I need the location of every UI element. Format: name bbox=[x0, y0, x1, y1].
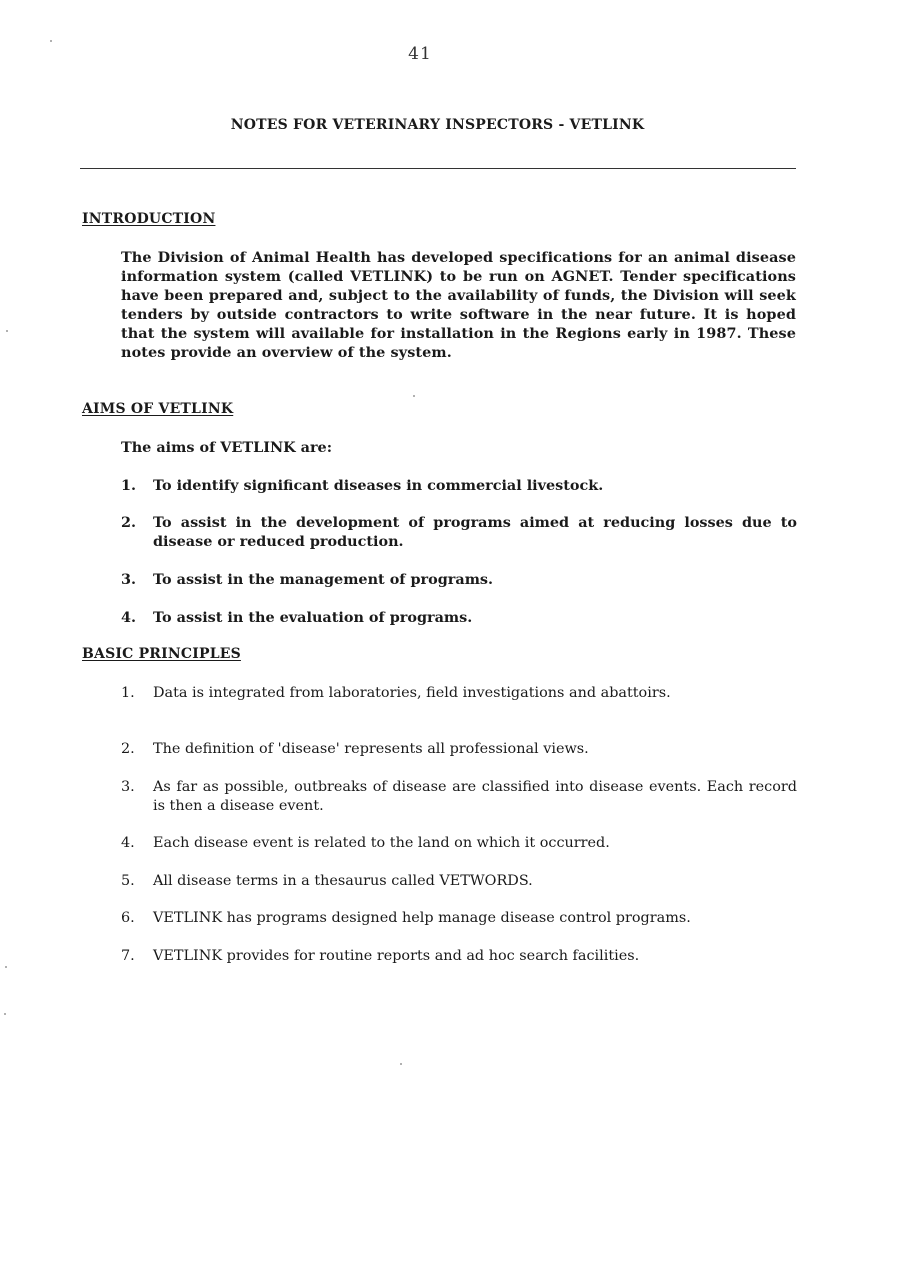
list-item-text: As far as possible, outbreaks of disease are classified into disease events. Each record is then a disease event. bbox=[153, 779, 797, 814]
list-item-text: The definition of 'disease' represents all professional views. bbox=[153, 741, 589, 757]
list-item-number: 7. bbox=[121, 948, 135, 964]
list-item-number: 3. bbox=[121, 571, 137, 588]
aims-heading: AIMS OF VETLINK bbox=[82, 401, 234, 417]
page-number: 41 bbox=[408, 44, 432, 64]
principles-list-item bbox=[121, 909, 797, 928]
aims-list-item bbox=[121, 570, 797, 589]
list-item-number: 2. bbox=[121, 741, 135, 757]
title-divider bbox=[80, 168, 796, 169]
list-item-number: 4. bbox=[121, 835, 135, 851]
list-item-number: 1. bbox=[121, 477, 137, 494]
principles-list-item bbox=[121, 947, 797, 966]
list-item-number: 6. bbox=[121, 910, 135, 926]
list-item-text: To identify significant diseases in commercial livestock. bbox=[153, 477, 604, 494]
list-item-text: To assist in the management of programs. bbox=[153, 571, 494, 588]
principles-list-item bbox=[121, 684, 797, 703]
aims-lead-text: The aims of VETLINK are: bbox=[121, 439, 333, 456]
list-item-number: 5. bbox=[121, 873, 135, 889]
list-item-text: To assist in the development of programs aimed at reducing losses due to disease or reduced production. bbox=[153, 514, 797, 550]
list-item-text: To assist in the evaluation of programs. bbox=[153, 609, 473, 626]
aims-list-item bbox=[121, 608, 797, 627]
scan-speck bbox=[50, 40, 52, 42]
scan-speck bbox=[413, 395, 415, 397]
scan-speck bbox=[6, 330, 8, 332]
principles-list-item bbox=[121, 872, 797, 891]
principles-list-item bbox=[121, 834, 797, 853]
principles-heading: BASIC PRINCIPLES bbox=[82, 646, 241, 662]
scan-speck bbox=[4, 1013, 6, 1015]
introduction-paragraph: The Division of Animal Health has developed specifications for an animal disease information system (called VETLINK) to be run on AGNET. Tender specifications have been prepared and, subject to the availability of funds, the Division will seek tenders by outside contractors to write software in the near future. It is hoped that the system will available for installation in the Regions early in 1987. These notes provide an overview of the system. bbox=[121, 249, 796, 361]
list-item-text: Data is integrated from laboratories, field investigations and abattoirs. bbox=[153, 685, 671, 701]
aims-list-item bbox=[121, 513, 797, 551]
list-item-number: 1. bbox=[121, 685, 135, 701]
list-item-text: All disease terms in a thesaurus called VETWORDS. bbox=[153, 873, 533, 889]
list-item-text: VETLINK provides for routine reports and ad hoc search facilities. bbox=[153, 948, 640, 964]
list-item-text: Each disease event is related to the land on which it occurred. bbox=[153, 835, 610, 851]
scan-speck bbox=[400, 1063, 402, 1065]
principles-list-item bbox=[121, 740, 797, 759]
document-title: NOTES FOR VETERINARY INSPECTORS - VETLINK bbox=[230, 117, 645, 133]
scan-speck bbox=[5, 966, 7, 968]
principles-list-item bbox=[121, 778, 797, 816]
aims-list-item bbox=[121, 476, 797, 495]
list-item-number: 4. bbox=[121, 609, 137, 626]
list-item-text: VETLINK has programs designed help manage disease control programs. bbox=[153, 910, 691, 926]
introduction-heading: INTRODUCTION bbox=[82, 211, 216, 227]
list-item-number: 2. bbox=[121, 514, 137, 531]
list-item-number: 3. bbox=[121, 779, 135, 795]
